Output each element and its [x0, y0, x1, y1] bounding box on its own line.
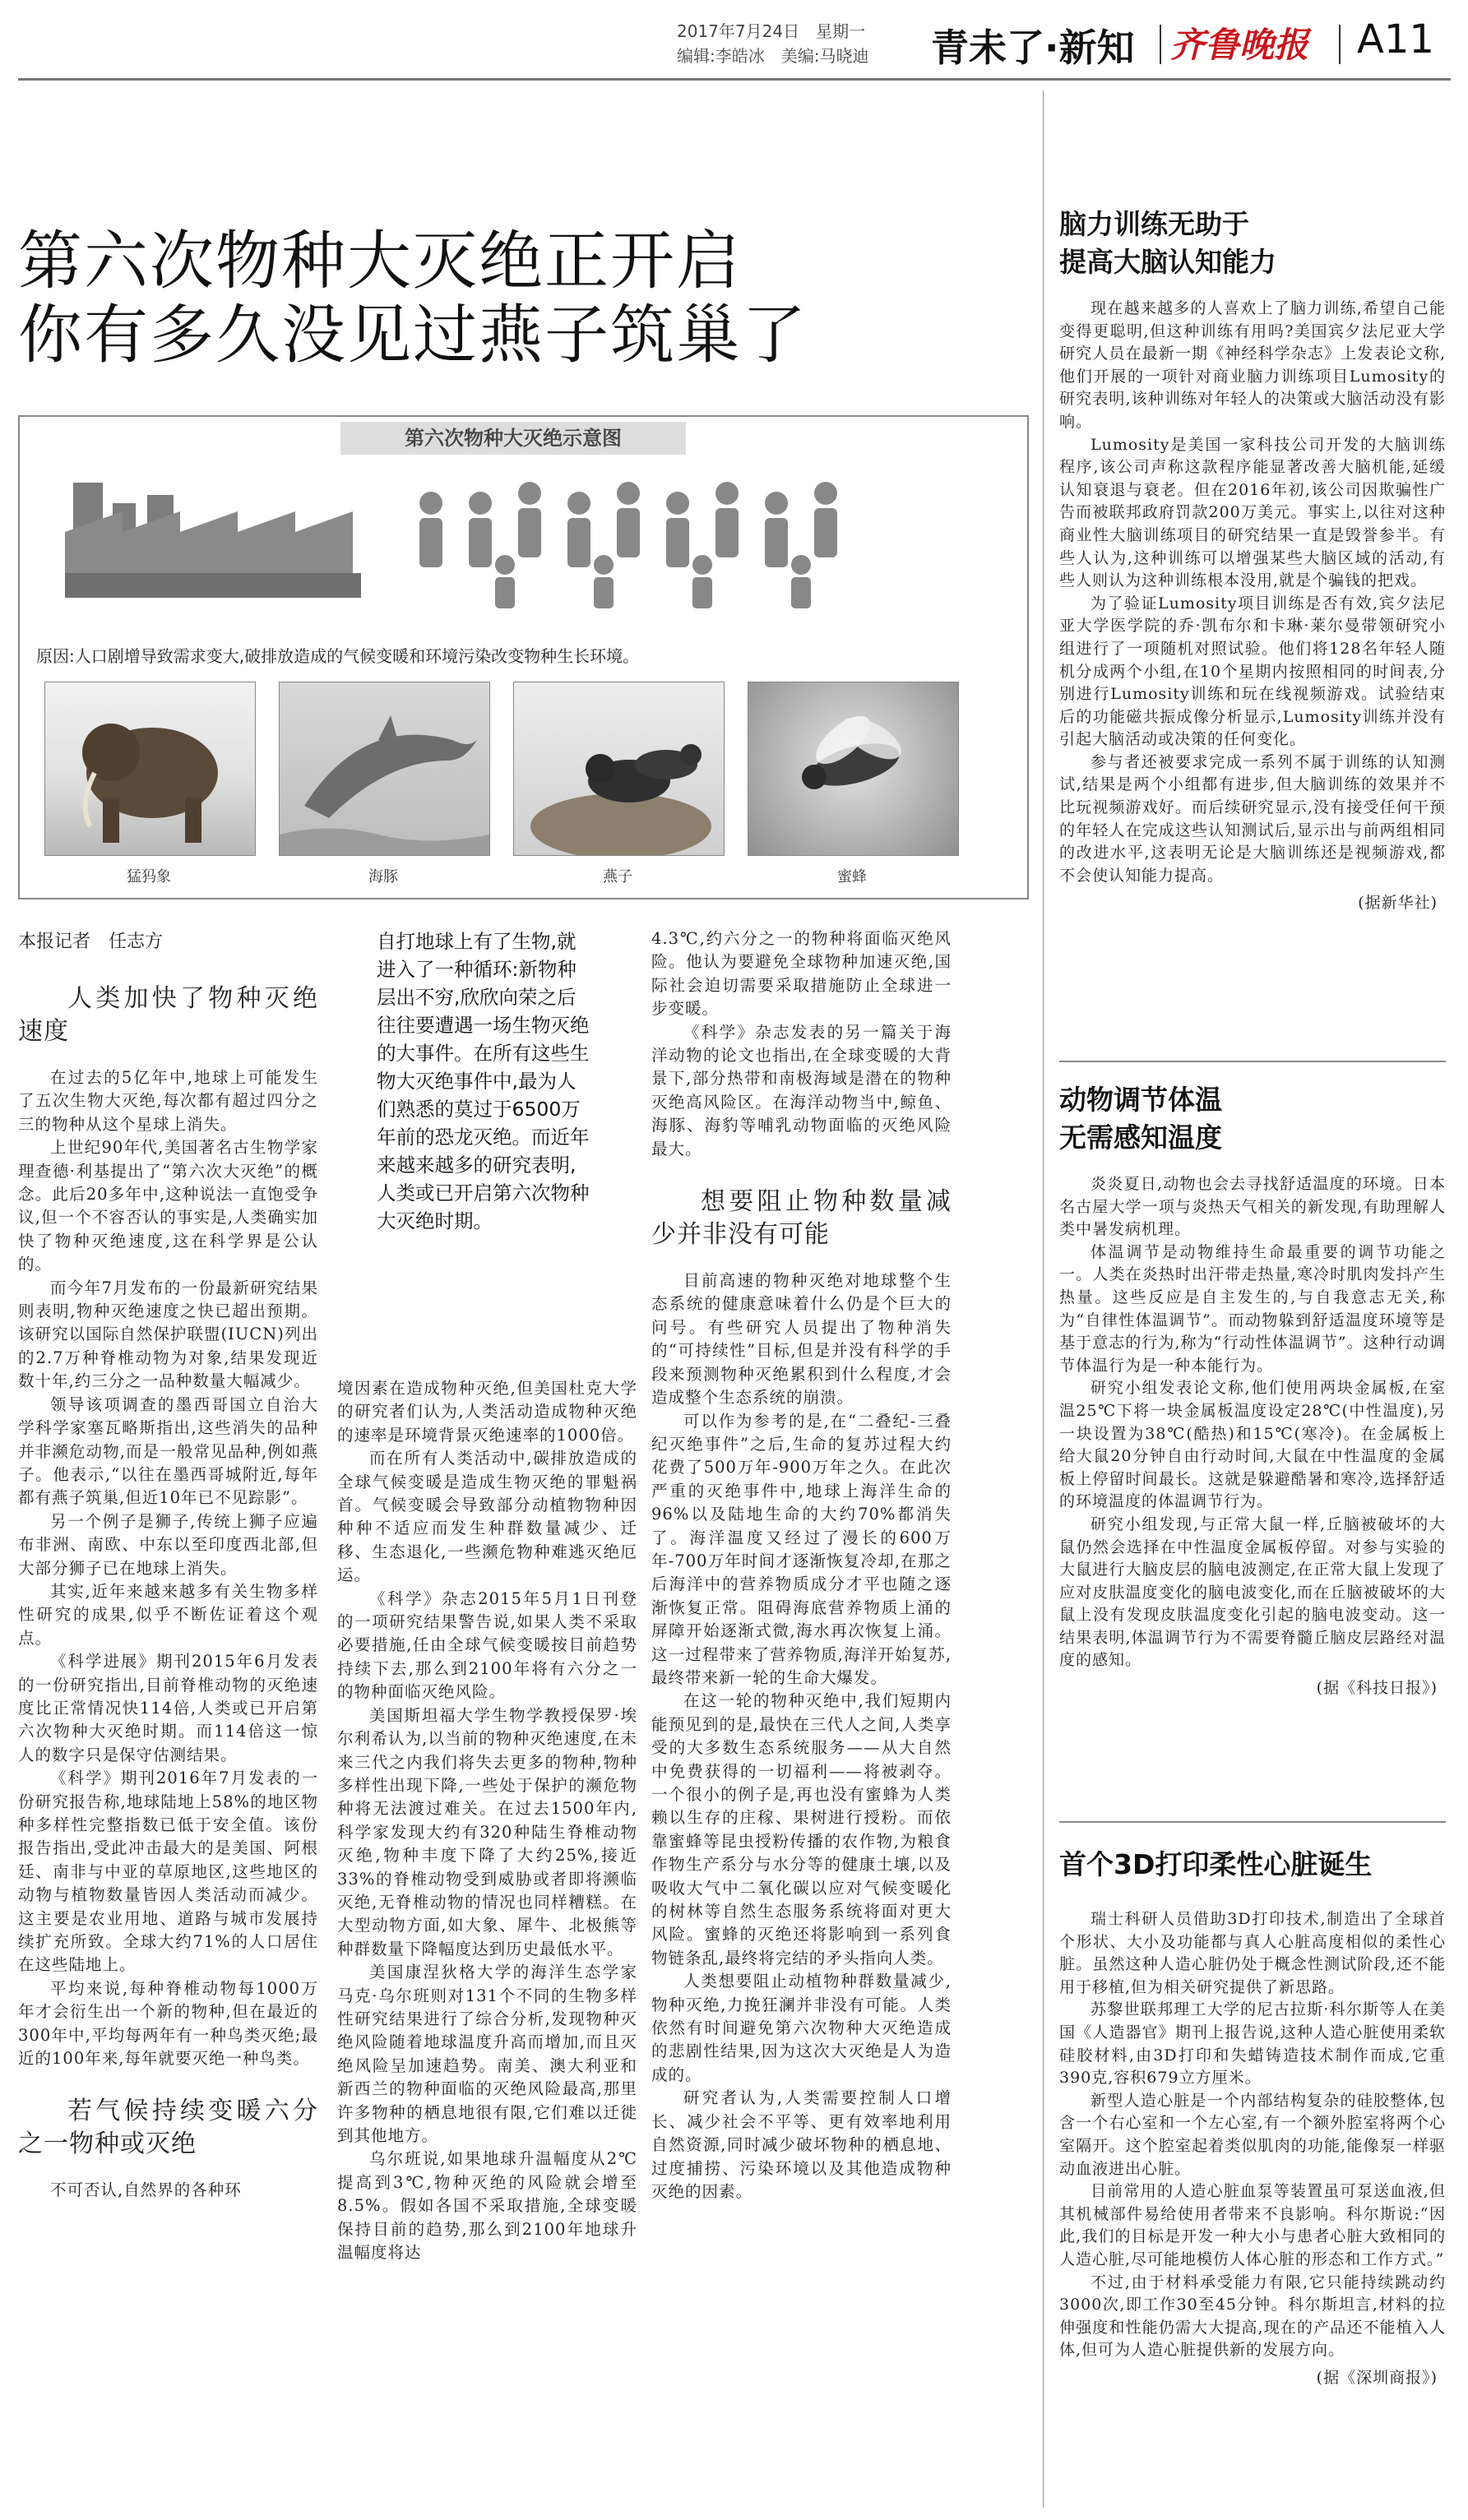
- caption-mammoth: 猛犸象: [127, 868, 171, 885]
- paragraph: 可以作为参考的是,在“二叠纪-三叠纪灭绝事件”之后,生命的复苏过程大约花费了500万年-900万年之久。在此次严重的灭绝事件中,地球上海洋生命的96%以及陆地生命的大约70%都消失了。海洋温度又经过了漫长的600万年-700万年时间才逐渐恢复冷却,在那之后海洋中的营养物质成分才平也随之逐渐恢复正常。阻碍海底营养物质上涌的屏障开始逐渐式微,海水再次恢复上涌。这一过程带来了营养物质,海洋开始复苏,最终带来新一轮的生命大爆发。: [651, 1411, 952, 1687]
- sidebar-temperature: [1059, 1081, 1446, 1700]
- dolphin-photo: [279, 682, 490, 856]
- byline: 本报记者 任志方: [18, 932, 164, 952]
- paragraph: 研究小组发现,与正常大鼠一样,丘脑被破坏的大鼠仍然会选择在中性温度金属板停留。对参与实验的大鼠进行大脑皮层的脑电波测定,在正常大鼠上发现了应对皮肤温度变化的脑电波变化,而在丘脑被破坏的大鼠上没有发现皮肤温度变化引起的脑电波变动。这一结果表明,体温调节行为不需要脊髓丘脑皮层路经对温度的感知。: [1059, 1514, 1446, 1670]
- headline-line2: 你有多久没见过燕子筑巢了: [18, 298, 808, 372]
- page-number: A11: [1357, 16, 1434, 62]
- sidebar-brain: [1059, 206, 1446, 915]
- paragraph: 研究小组发表论文称,他们使用两块金属板,在室温25℃下将一块金属板温度设定28℃(中性温度),另一块设置为38℃(酷热)和15℃(寒冷)。在金属板上给大鼠20分钟自由行动时间,大鼠在中性温度的金属板上停留时间最长。这就是躲避酷暑和寒冷,选择舒适的环境温度的体温调节行为。: [1059, 1379, 1446, 1511]
- paragraph: 另一个例子是狮子,传统上狮子应遍布非洲、南欧、中东以至印度西北部,但大部分狮子已在地球上消失。: [18, 1511, 318, 1578]
- paragraph: 上世纪90年代,美国著名古生物学家理查德·利基提出了“第六次大灭绝”的概念。此后20多年中,这种说法一直饱受争议,但一个不容否认的事实是,人类确实加快了物种灭绝速度,这在科学界是公认的。: [18, 1138, 318, 1274]
- caption-dolphin: 海豚: [368, 868, 398, 885]
- paragraph: 而今年7月发布的一份最新研究结果则表明,物种灭绝速度之快已超出预期。该研究以国际自然保护联盟(IUCN)列出的2.7万种脊椎动物为对象,结果发现近数十年,约三分之一品种数量大幅减少。: [18, 1278, 318, 1391]
- pullquote: 自打地球上有了生物,就进入了一种循环:新物种层出不穷,欣欣向荣之后往往要遭遇一场生物灭绝的大事件。在所有这些生物大灭绝事件中,最为人们熟悉的莫过于6500万年前的恐龙灭绝。而近年来越来越多的研究表明,人类或已开启第六次物种大灭绝时期。: [377, 930, 590, 1232]
- paragraph: 目前高速的物种灭绝对地球整个生态系统的健康意味着什么仍是个巨大的问号。有些研究人员提出了物种消失的“可持续性”目标,但是并没有科学的手段来预测物种灭绝累积到什么程度,才会造成整个生态系统的崩溃。: [651, 1271, 952, 1408]
- section-title: 青未了·新知: [931, 25, 1135, 70]
- paragraph: 不可否认,自然界的各种环: [50, 2180, 242, 2200]
- paragraph: 为了验证Lumosity项目训练是否有效,宾夕法尼亚大学医学院的乔·凯布尔和卡琳·莱尔曼带领研究小组进行了一项随机对照试验。他们将128名年轻人随机分成两个小组,在10个星期内按照相同的时间表,分别进行Lumosity训练和玩在线视频游戏。试验结束后的功能磁共振成像分析显示,Lumosity训练并没有引起大脑活动或决策的任何变化。: [1059, 594, 1446, 749]
- paragraph: 美国斯坦福大学生物学教授保罗·埃尔利希认为,以当前的物种灭绝速度,在未来三代之内我们将失去更多的物种,物种多样性出现下降,一些处于保护的濒危物种将无法渡过难关。在过去1500年内,科学家发现大约有320种陆生脊椎动物灭绝,物种丰度下降了大约25%,接近33%的脊椎动物受到威胁或者即将濒临灭绝,无脊椎动物的情况也同样糟糕。在大型动物方面,如大象、犀牛、北极熊等种群数量下降幅度达到历史最低水平。: [337, 1705, 637, 1958]
- side2-title-2: 无需感知温度: [1059, 1121, 1222, 1154]
- sidebar-divider: [1059, 1061, 1446, 1062]
- side1-body: [1059, 298, 1446, 915]
- headline-line1: 第六次物种大灭绝正开启: [18, 224, 743, 298]
- brand-logo: 齐鲁晚报: [1170, 25, 1309, 65]
- paragraph: Lumosity是美国一家科技公司开发的大脑训练程序,该公司声称这款程序能显著改善大脑机能,延缓认知衰退与衰老。但在2016年初,该公司因欺骗性广告而被联邦政府罚款200万美元。事实上,以往对这种商业性大脑训练项目的研究结果一直是毁誉参半。有些人认为,这种训练可以增强某些大脑区域的活动,有些人则认为这种训练根本没用,就是个骗钱的把戏。: [1059, 435, 1446, 590]
- infographic-title: 第六次物种大灭绝示意图: [340, 422, 686, 455]
- paragraph: 参与者还被要求完成一系列不属于训练的认知测试,结果是两个小组都有进步,但大脑训练的效果并不比玩视频游戏好。而后续研究显示,没有接受任何干预的年轻人在完成这些认知测试后,显示出与前两组相同的改进水平,这表明无论是大脑训练还是视频游戏,都不会使认知能力提高。: [1059, 752, 1446, 885]
- header-date: 2017年7月24日 星期一: [677, 21, 866, 41]
- paragraph: 在过去的5亿年中,地球上可能发生了五次生物大灭绝,每次都有超过四分之三的物种从这个星球上消失。: [18, 1068, 318, 1134]
- paragraph: 《科学进展》期刊2015年6月发表的一份研究指出,目前脊椎动物的灭绝速度比正常情况快114倍,人类或已开启第六次物种大灭绝时期。而114倍这一惊人的数字只是保守估测结果。: [18, 1652, 318, 1764]
- paragraph: 新型人造心脏是一个内部结构复杂的硅胶整体,包含一个右心室和一个左心室,有一个额外腔室将两个心室隔开。这个腔室起着类似肌肉的功能,能像泵一样驱动血液进出心脏。: [1059, 2091, 1446, 2178]
- side3-title: 首个3D打印柔性心脏诞生: [1059, 1848, 1373, 1880]
- paragraph: 平均来说,每种脊椎动物每1000万年才会衍生出一个新的物种,但在最近的300年中,平均每两年有一种鸟类灭绝;最近的100年来,每年就要灭绝一种鸟类。: [18, 1978, 318, 2069]
- side2-source: (据《科技日报》): [1316, 1679, 1438, 1698]
- paragraph: 领导该项调查的墨西哥国立自治大学科学家塞瓦略斯指出,这些消失的品种并非濒危动物,而是一般常见品种,例如燕子。他表示,“以往在墨西哥城附近,每年都有燕子筑巢,但近10年已不见踪影”。: [18, 1394, 318, 1508]
- article-column-1: [18, 983, 318, 2203]
- paragraph: 而在所有人类活动中,碳排放造成的全球气候变暖是造成生物灭绝的罪魁祸首。气候变暖会导致部分动植物物种因种种不适应而发生种群数量减少、迁移、生态退化,一些濒危物种难逃灭绝厄运。: [337, 1449, 637, 1585]
- paragraph: 境因素在造成物种灭绝,但美国杜克大学的研究者们认为,人类活动造成物种灭绝的速率是环境背景灭绝速率的1000倍。: [337, 1379, 637, 1445]
- subhead-3: 想要阻止物种数量减少并非没有可能: [651, 1187, 952, 1250]
- paragraph: 目前常用的人造心脏血泵等装置虽可泵送血液,但其机械部件易给使用者带来不良影响。科尔斯说:“因此,我们的目标是开发一种大小与患者心脏大致相同的人造心脏,尽可能地模仿人体心脏的形态和工作方式。”: [1059, 2182, 1446, 2268]
- paragraph: 瑞士科研人员借助3D打印技术,制造出了全球首个形状、大小及功能都与真人心脏高度相似的柔性心脏。虽然这种人造心脏仍处于概念性测试阶段,还不能用于移植,但为相关研究提供了新思路。: [1059, 1910, 1446, 1996]
- paragraph: 体温调节是动物维持生命最重要的调节功能之一。人类在炎热时出汗带走热量,寒冷时肌肉发抖产生热量。这些反应是自主发生的,与自我意志无关,称为“自律性体温调节”。而动物躲到舒适温度环境等是基于意志的行为,称为“行动性体温调节”。这种行动调节体温行为是一种本能行为。: [1059, 1242, 1446, 1375]
- mammoth-photo: [44, 682, 256, 856]
- paragraph: 乌尔班说,如果地球升温幅度从2℃提高到3℃,物种灭绝的风险就会增至8.5%。假如各国不采取措施,全球变暖保持目前的趋势,那么到2100年地球升温幅度将达: [337, 2149, 637, 2263]
- bee-photo: [748, 682, 959, 856]
- factory-illustration: [65, 466, 377, 602]
- subhead-1: 人类加快了物种灭绝速度: [18, 984, 318, 1046]
- side2-body: [1059, 1173, 1446, 1700]
- article-column-2: [337, 1377, 637, 2264]
- paragraph: 美国康涅狄格大学的海洋生态学家马克·乌尔班则对131个不同的生物多样性研究结果进行了综合分析,发现物种灭绝风险随着地球温度升高而增加,而且灭绝风险呈加速趋势。南美、澳大利亚和新西兰的物种面临的灭绝风险最高,那里许多物种的栖息地很有限,它们难以迁徙到其他地方。: [337, 1963, 637, 2145]
- paragraph: 《科学》杂志2015年5月1日刊登的一项研究结果警告说,如果人类不采取必要措施,任由全球气候变暖按目前趋势持续下去,那么到2100年将有六分之一的物种面临灭绝风险。: [337, 1588, 637, 1702]
- header-divider-2: [1339, 25, 1341, 64]
- subhead-2: 若气候持续变暖六分之一物种或灭绝: [18, 2097, 318, 2159]
- caption-swallow: 燕子: [603, 868, 632, 885]
- caption-bee: 蜜蜂: [837, 868, 867, 885]
- side1-title-2: 提高大脑认知能力: [1059, 246, 1276, 278]
- header-rule: [18, 78, 1451, 81]
- paragraph: 人类想要阻止动植物种群数量减少,物种灭绝,力挽狂澜并非没有可能。人类依然有时间避免第六次物种大灭绝造成的悲剧性结果,因为这次大灭绝是人为造成的。: [651, 1972, 952, 2084]
- sidebar-heart: [1059, 1846, 1446, 2389]
- side3-body: [1059, 1908, 1446, 2389]
- paragraph: 不过,由于材料承受能力有限,它只能持续跳动约3000次,即工作30至45分钟。科尔斯坦言,材料的拉伸强度和性能仍需大大提高,现在的产品还不能植入人体,但可为人造心脏提供新的发展方向。: [1059, 2273, 1446, 2360]
- paragraph: 研究者认为,人类需要控制人口增长、减少社会不平等、更有效率地利用自然资源,同时减少破坏物种的栖息地、过度捕捞、污染环境以及其他造成物种灭绝的因素。: [651, 2088, 952, 2201]
- side1-title-1: 脑力训练无助于: [1059, 208, 1249, 240]
- cause-text: 原因:人口剧增导致需求变大,破排放造成的气候变暖和环境污染改变物种生长环境。: [36, 646, 640, 666]
- population-illustration: [406, 479, 850, 610]
- header-editors: 编辑:李皓冰 美编:马晓迪: [677, 46, 869, 66]
- header-divider: [1160, 25, 1161, 64]
- sidebar-divider: [1059, 1821, 1446, 1823]
- paragraph: 《科学》期刊2016年7月发表的一份研究报告称,地球陆地上58%的地区物种多样性完整指数已低于安全值。该份报告指出,受此冲击最大的是美国、阿根廷、南非与中亚的草原地区,这些地区的动物与植物数量皆因人类活动而减少。这主要是农业用地、道路与城市发展持续扩充所致。全球大约71%的人口居住在这些陆地上。: [18, 1769, 318, 1975]
- infographic: [18, 415, 1029, 899]
- swallow-photo: [513, 682, 725, 856]
- column-divider: [1043, 90, 1044, 2508]
- paragraph: 苏黎世联邦理工大学的尼古拉斯·科尔斯等人在美国《人造器官》期刊上报告说,这种人造心脏使用柔软硅胶材料,由3D打印和失蜡铸造技术制作而成,它重390克,容积679立方厘米。: [1059, 2000, 1446, 2088]
- paragraph: 在这一轮的物种灭绝中,我们短期内能预见到的是,最快在三代人之间,人类享受的大多数生态系统服务——从大自然中免费获得的一切福利——将被剥夺。一个很小的例子是,再也没有蜜蜂为人类赖以生存的庄稼、果树进行授粉。而依靠蜜蜂等昆虫授粉传播的农作物,为粮食作物生产系分与水分等的健康土壤,以及吸收大气中二氧化碳以应对气候变暖化的树林等自然生态服务系统将面对更大风险。蜜蜂的灭绝还将影响到一系列食物链条乱,最终将完结的矛头指向人类。: [651, 1691, 952, 1967]
- article-column-3: [651, 927, 952, 2203]
- paragraph: 《科学》杂志发表的另一篇关于海洋动物的论文也指出,在全球变暖的大背景下,部分热带和南极海域是潜在的物种灭绝高风险区。在海洋动物当中,鲸鱼、海豚、海豹等哺乳动物面临的灭绝风险最大。: [651, 1022, 952, 1158]
- paragraph: 炎炎夏日,动物也会去寻找舒适温度的环境。日本名古屋大学一项与炎热天气相关的新发现,有助理解人类中暑发病机理。: [1059, 1175, 1446, 1239]
- paragraph: 现在越来越多的人喜欢上了脑力训练,希望自己能变得更聪明,但这种训练有用吗?美国宾夕法尼亚大学研究人员在最新一期《神经科学杂志》上发表论文称,他们开展的一项针对商业脑力训练项目Lumosity的研究表明,该种训练对年轻人的决策或大脑活动没有影响。: [1059, 299, 1446, 431]
- side3-source: (据《深圳商报》): [1316, 2368, 1438, 2387]
- side2-title-1: 动物调节体温: [1059, 1084, 1222, 1116]
- paragraph: 4.3℃,约六分之一的物种将面临灭绝风险。他认为要避免全球物种加速灭绝,国际社会迫切需要采取措施防止全球进一步变暖。: [651, 929, 952, 1019]
- paragraph: 其实,近年来越来越多有关生物多样性研究的成果,似乎不断佐证着这个观点。: [18, 1581, 318, 1648]
- side1-source: (据新华社): [1358, 894, 1438, 913]
